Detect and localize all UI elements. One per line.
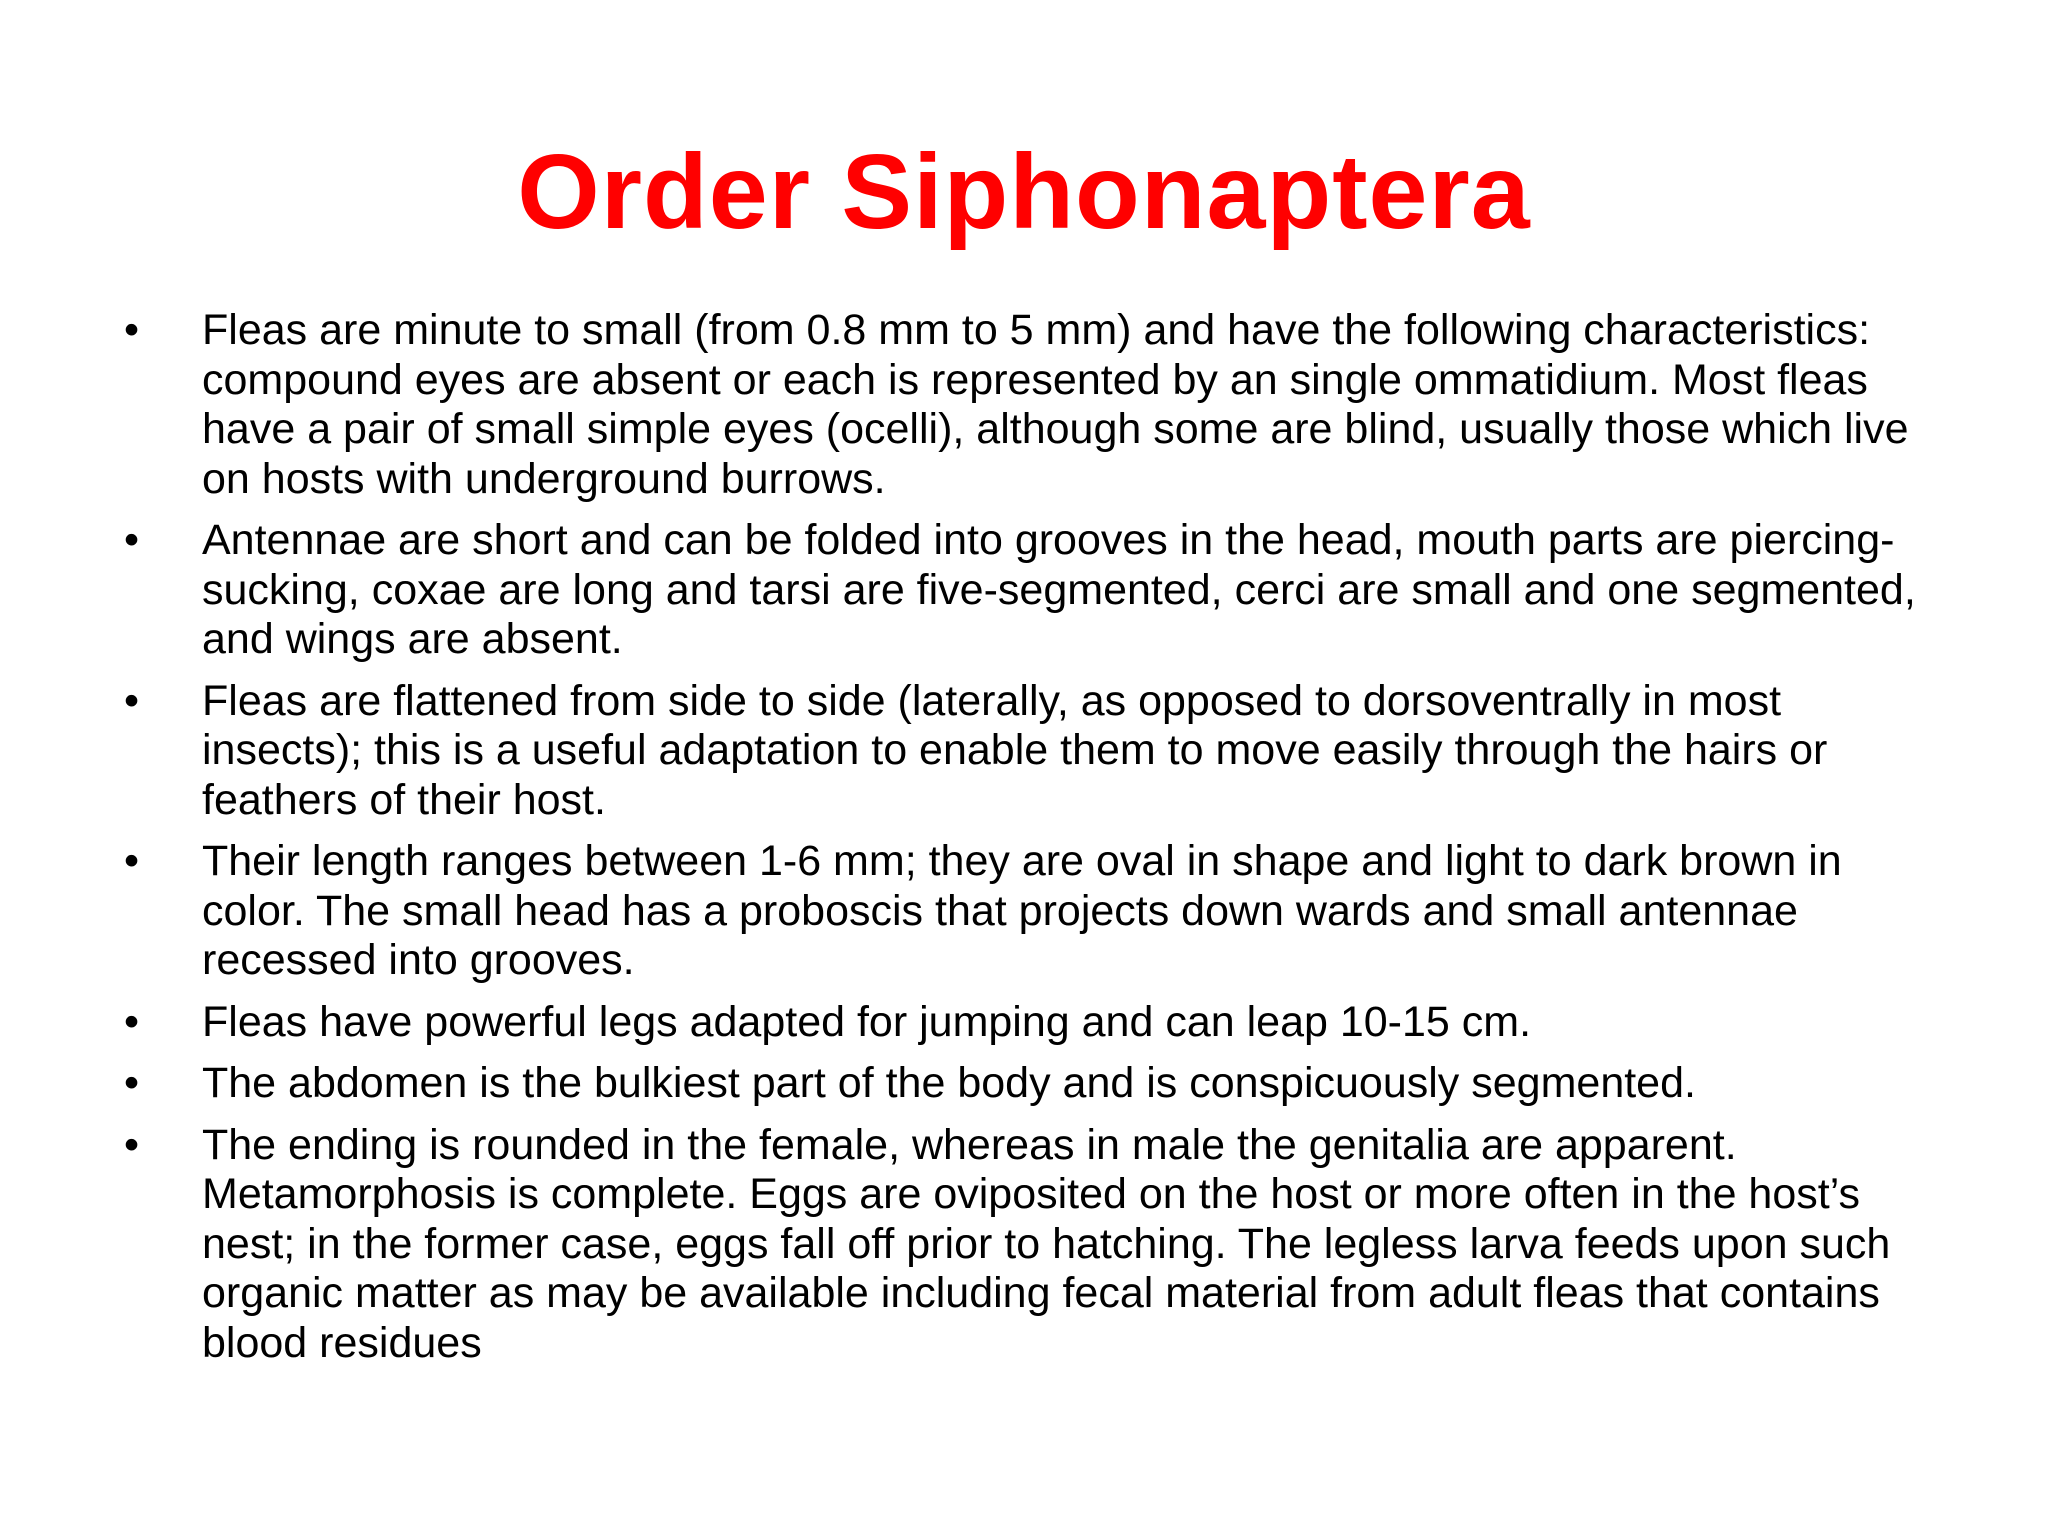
bullet-list bbox=[118, 306, 1948, 1380]
bullet-text: Their length ranges between 1-6 mm; they are oval in shape and light to dark brown in color. The small head has a proboscis that projects down wards and small antennae recessed into grooves. bbox=[202, 837, 1842, 984]
bullet-item bbox=[118, 1121, 1948, 1369]
slide-title: Order Siphonaptera bbox=[517, 133, 1531, 251]
bullet-dot-icon: • bbox=[124, 1059, 140, 1107]
bullet-text: Fleas are minute to small (from 0.8 mm to 5 mm) and have the following characteristics: compound eyes are absent or each is represented by an single ommatidium. Most fleas have a pair of small simple eyes (ocelli), although some are blind, usually those which live on hosts with underground burrows. bbox=[202, 306, 1909, 503]
bullet-text: Antennae are short and can be folded into grooves in the head, mouth parts are piercing-sucking, coxae are long and tarsi are five-segmented, cerci are small and one segmented, and wings are absent. bbox=[202, 516, 1916, 663]
bullet-item bbox=[118, 677, 1948, 826]
bullet-text: The ending is rounded in the female, whereas in male the genitalia are apparent. Metamorphosis is complete. Eggs are oviposited on the host or more often in the host’s nest; in the former case, eggs fall off prior to hatching. The legless larva feeds upon such organic matter as may be available including fecal material from adult fleas that contains blood residues bbox=[202, 1120, 1891, 1367]
bullet-dot-icon: • bbox=[124, 516, 140, 564]
bullet-text: Fleas are flattened from side to side (laterally, as opposed to dorsoventrally in most insects); this is a useful adaptation to enable them to move easily through the hairs or feathers of their host. bbox=[202, 676, 1828, 824]
bullet-item bbox=[118, 837, 1948, 986]
bullet-item bbox=[118, 998, 1948, 1048]
bullet-text: Fleas have powerful legs adapted for jumping and can leap 10-15 cm. bbox=[202, 997, 1532, 1046]
bullet-dot-icon: • bbox=[124, 306, 140, 354]
bullet-item bbox=[118, 516, 1948, 665]
bullet-dot-icon: • bbox=[124, 676, 140, 725]
bullet-dot-icon: • bbox=[124, 1120, 140, 1169]
bullet-dot-icon: • bbox=[124, 997, 140, 1046]
bullet-item bbox=[118, 1059, 1948, 1109]
bullet-text: The abdomen is the bulkiest part of the body and is conspicuously segmented. bbox=[202, 1059, 1696, 1107]
bullet-dot-icon: • bbox=[124, 837, 140, 885]
bullet-item bbox=[118, 306, 1948, 504]
